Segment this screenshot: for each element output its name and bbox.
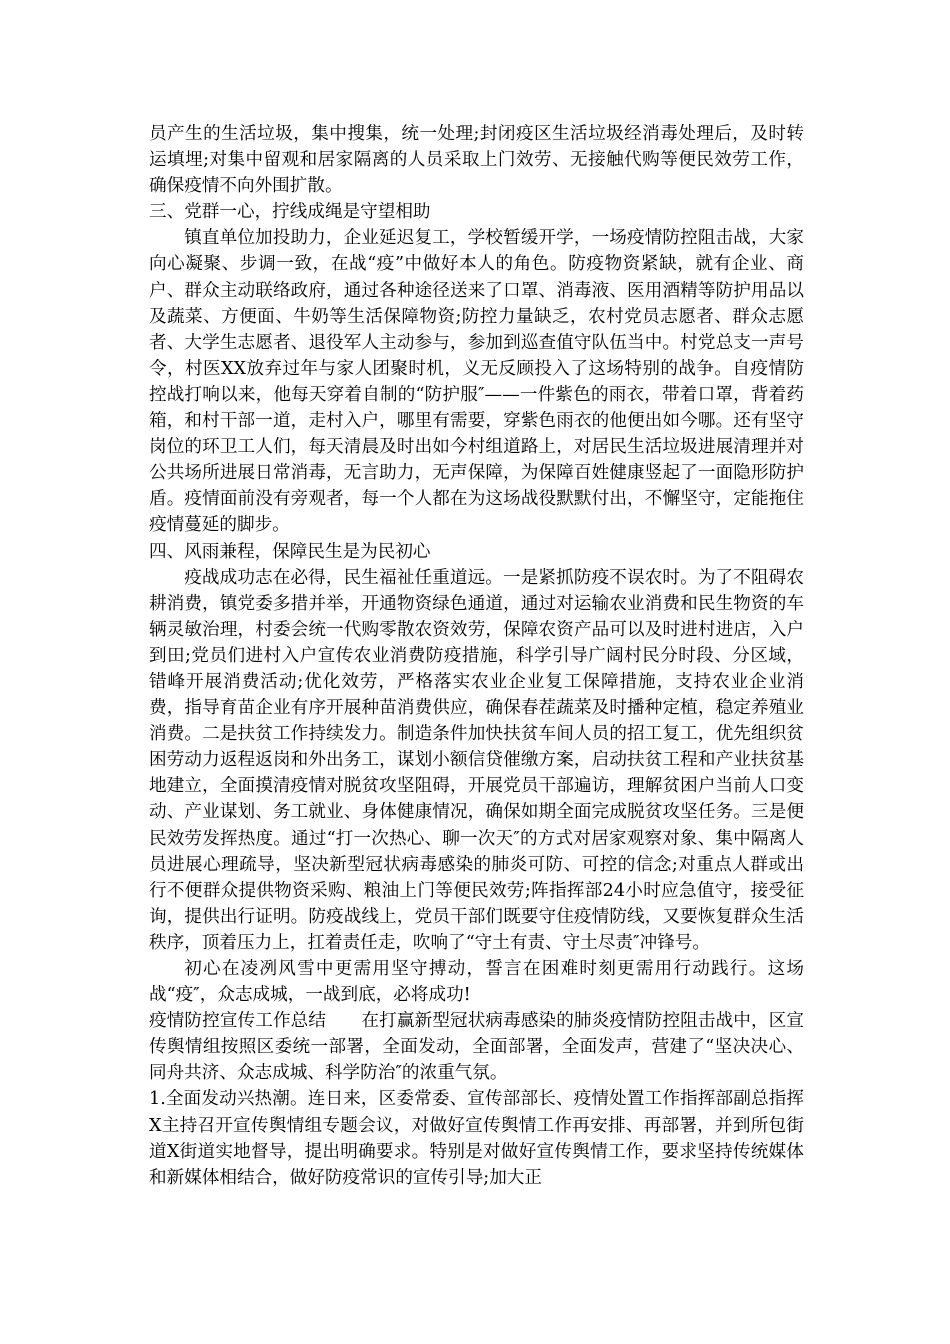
paragraph-section-4: 疫战成功志在必得，民生福祉任重道远。一是紧抓防疫不误农时。为了不阻碍农耕消费，镇党委多措并举，开通物资绿色通道，通过对运输农业消费和民生物资的车辆灵敏治理，村委会统一代购零散农资效劳，保障农资产品可以及时进村进店，入户到田;党员们进村入户宣传农业消费防疫措施，科学引导广阔村民分时段、分区域，错峰开展消费活动;优化效劳，严格落实农业企业复工保障措施，支持农业企业消费，指导育苗企业有序开展种苗消费供应，确保春茬蔬菜及时播种定植，稳定养殖业消费。二是扶贫工作持续发力。制造条件加快扶贫车间人员的招工复工，优先组织贫困劳动力返程返岗和外出务工，谋划小额信贷催缴方案，启动扶贫工程和产业扶贫基地建立，全面摸清疫情对脱贫攻坚阻碍，开展党员干部遍访，理解贫困户当前人口变动、产业谋划、务工就业、身体健康情况，确保如期全面完成脱贫攻坚任务。三是便民效劳发挥热度。通过“打一次热心、聊一次天″的方式对居家观察对象、集中隔离人员进展心理疏导，坚决新型冠状病毒感染的肺炎可防、可控的信念;对重点人群或出行不便群众提供物资采购、粮油上门等便民效劳;阵指挥部24小时应急值守，接受征询，提供出行证明。防疫战线上，党员干部们既要守住疫情防线，又要恢复群众生活秩序，顶着压力上，扛着责任走，吹响了“守土有责、守土尽责″冲锋号。 <box>149 567 804 953</box>
paragraph-item-1: 1.全面发动兴热潮。连日来，区委常委、宣传部部长、疫情处置工作指挥部副总指挥X主持召开宣传舆情组专题会议，对做好宣传舆情工作再安排、再部署，并到所包街道X街道实地督导，提出明确要求。特别是对做好宣传舆情工作，要求坚持传统媒体和新媒体相结合，做好防疫常识的宣传引导;加大正 <box>149 1089 804 1188</box>
paragraph-conclusion: 初心在凌冽风雪中更需用坚守搏动，誓言在困难时刻更需用行动践行。这场战“疫″，众志成城，一战到底，必将成功! <box>149 959 804 1006</box>
section-heading-4: 四、风雨兼程，保障民生是为民初心 <box>149 541 431 562</box>
paragraph-summary-title: 疫情防控宣传工作总结 在打赢新型冠状病毒感染的肺炎疫情防控阻击战中，区宣传舆情组按照区委统一部署，全面发动，全面部署，全面发声，营建了“坚决决心、同舟共济、众志成城、科学防治″的浓重气氛。 <box>149 1011 804 1084</box>
section-heading-3: 三、党群一心，拧线成绳是守望相助 <box>149 202 431 223</box>
paragraph-continuation: 员产生的生活垃圾，集中搜集，统一处理;封闭疫区生活垃圾经消毒处理后，及时转运填埋;对集中留观和居家隔离的人员采取上门效劳、无接触代购等便民效劳工作，确保疫情不向外围扩散。 <box>149 124 804 197</box>
paragraph-section-3: 镇直单位加投助力，企业延迟复工，学校暂缓开学，一场疫情防控阻击战，大家向心凝聚、步调一致，在战“疫”中做好本人的角色。防疫物资紧缺，就有企业、商户、群众主动联络政府，通过各种途径送来了口罩、消毒液、医用酒精等防护用品以及蔬菜、方便面、牛奶等生活保障物资;防控力量缺乏，农村党员志愿者、群众志愿者、大学生志愿者、退役军人主动参与，参加到巡查值守队伍当中。村党总支一声号令，村医XX放弃过年与家人团聚时机，义无反顾投入了这场特别的战争。自疫情防控战打响以来，他每天穿着自制的“防护服″——一件紫色的雨衣，带着口罩，背着药箱，和村干部一道，走村入户，哪里有需要，穿紫色雨衣的他便出如今哪。还有坚守岗位的环卫工人们，每天清晨及时出如今村组道路上，对居民生活垃圾进展清理并对公共场所进展日常消毒，无言助力，无声保障，为保障百姓健康竖起了一面隐形防护盾。疫情面前没有旁观者，每一个人都在为这场战役默默付出，不懈坚守，定能拖住疫情蔓延的脚步。 <box>149 228 804 536</box>
document-body <box>149 121 804 1191</box>
